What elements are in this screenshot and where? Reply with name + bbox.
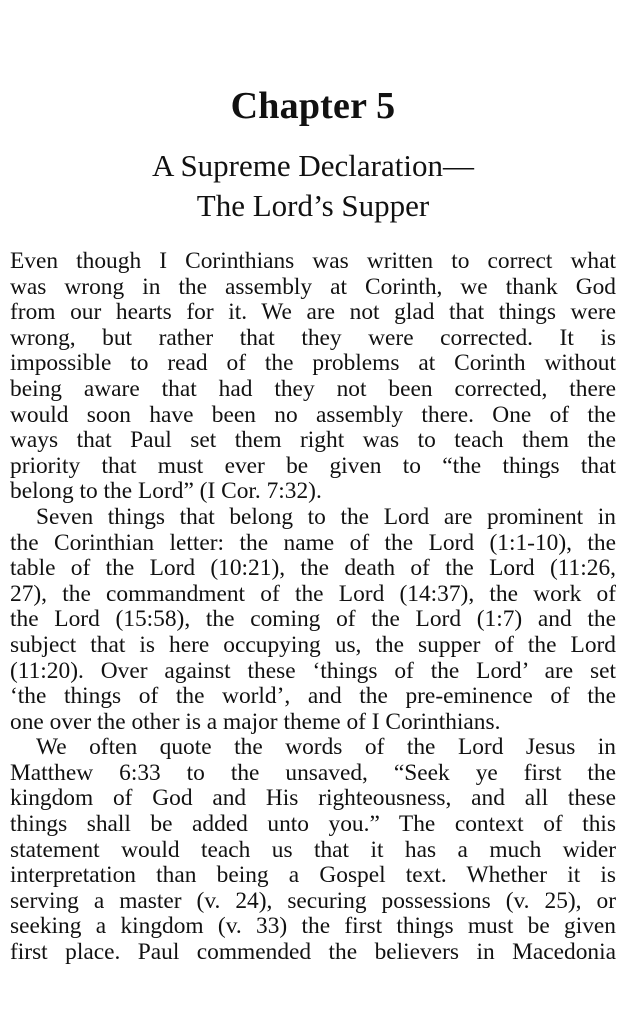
text-line: was wrong in the assembly at Corinth, we thank God: [10, 274, 616, 300]
text-line: priority that must ever be given to “the things that: [10, 453, 616, 479]
text-line: kingdom of God and His righteousness, and all these: [10, 786, 616, 812]
text-line: would soon have been no assembly there. One of the: [10, 402, 616, 428]
chapter-title-line: A Supreme Declaration—: [152, 148, 474, 183]
text-line: Matthew 6:33 to the unsaved, “Seek ye first the: [10, 760, 616, 786]
text-line: wrong, but rather that they were corrected. It is: [10, 325, 616, 351]
text-line: from our hearts for it. We are not glad that things were: [10, 300, 616, 326]
text-line: impossible to read of the problems at Corinth without: [10, 351, 616, 377]
text-line: statement would teach us that it has a much wider: [10, 837, 616, 863]
text-line: 27), the commandment of the Lord (14:37), the work of: [10, 581, 616, 607]
text-line: interpretation than being a Gospel text. Whether it is: [10, 863, 616, 889]
text-line: serving a master (v. 24), securing possessions (v. 25), or: [10, 888, 616, 914]
body-text: [10, 249, 616, 966]
text-line: things shall be added unto you.” The context of this: [10, 812, 616, 838]
text-line: Seven things that belong to the Lord are prominent in: [36, 504, 616, 530]
text-line: the Lord (15:58), the coming of the Lord (1:7) and the: [10, 607, 616, 633]
text-line: (11:20). Over against these ‘things of the Lord’ are set: [10, 658, 616, 684]
text-line: the Corinthian letter: the name of the Lord (1:1-10), the: [10, 530, 616, 556]
text-line: first place. Paul commended the believers in Macedonia: [10, 940, 616, 966]
text-line: Even though I Corinthians was written to correct what: [10, 249, 616, 274]
text-line: belong to the Lord” (I Cor. 7:32).: [10, 479, 322, 505]
text-line: being aware that had they not been corrected, there: [10, 376, 616, 402]
chapter-title: [0, 146, 626, 226]
text-line: seeking a kingdom (v. 33) the first things must be given: [10, 914, 616, 940]
paragraph: [10, 249, 616, 505]
text-line: subject that is here occupying us, the supper of the Lord: [10, 632, 616, 658]
paragraph: [10, 735, 616, 965]
chapter-heading: Chapter 5: [230, 85, 396, 127]
text-line: ‘the things of the world’, and the pre-eminence of the: [10, 684, 616, 710]
text-line: We often quote the words of the Lord Jesus in: [36, 735, 616, 761]
paragraph: [10, 505, 616, 735]
text-line: ways that Paul set them right was to teach them the: [10, 428, 616, 454]
chapter-title-line: The Lord’s Supper: [196, 188, 430, 223]
text-line: table of the Lord (10:21), the death of the Lord (11:26,: [10, 556, 616, 582]
text-line: one over the other is a major theme of I Corinthians.: [10, 709, 501, 735]
